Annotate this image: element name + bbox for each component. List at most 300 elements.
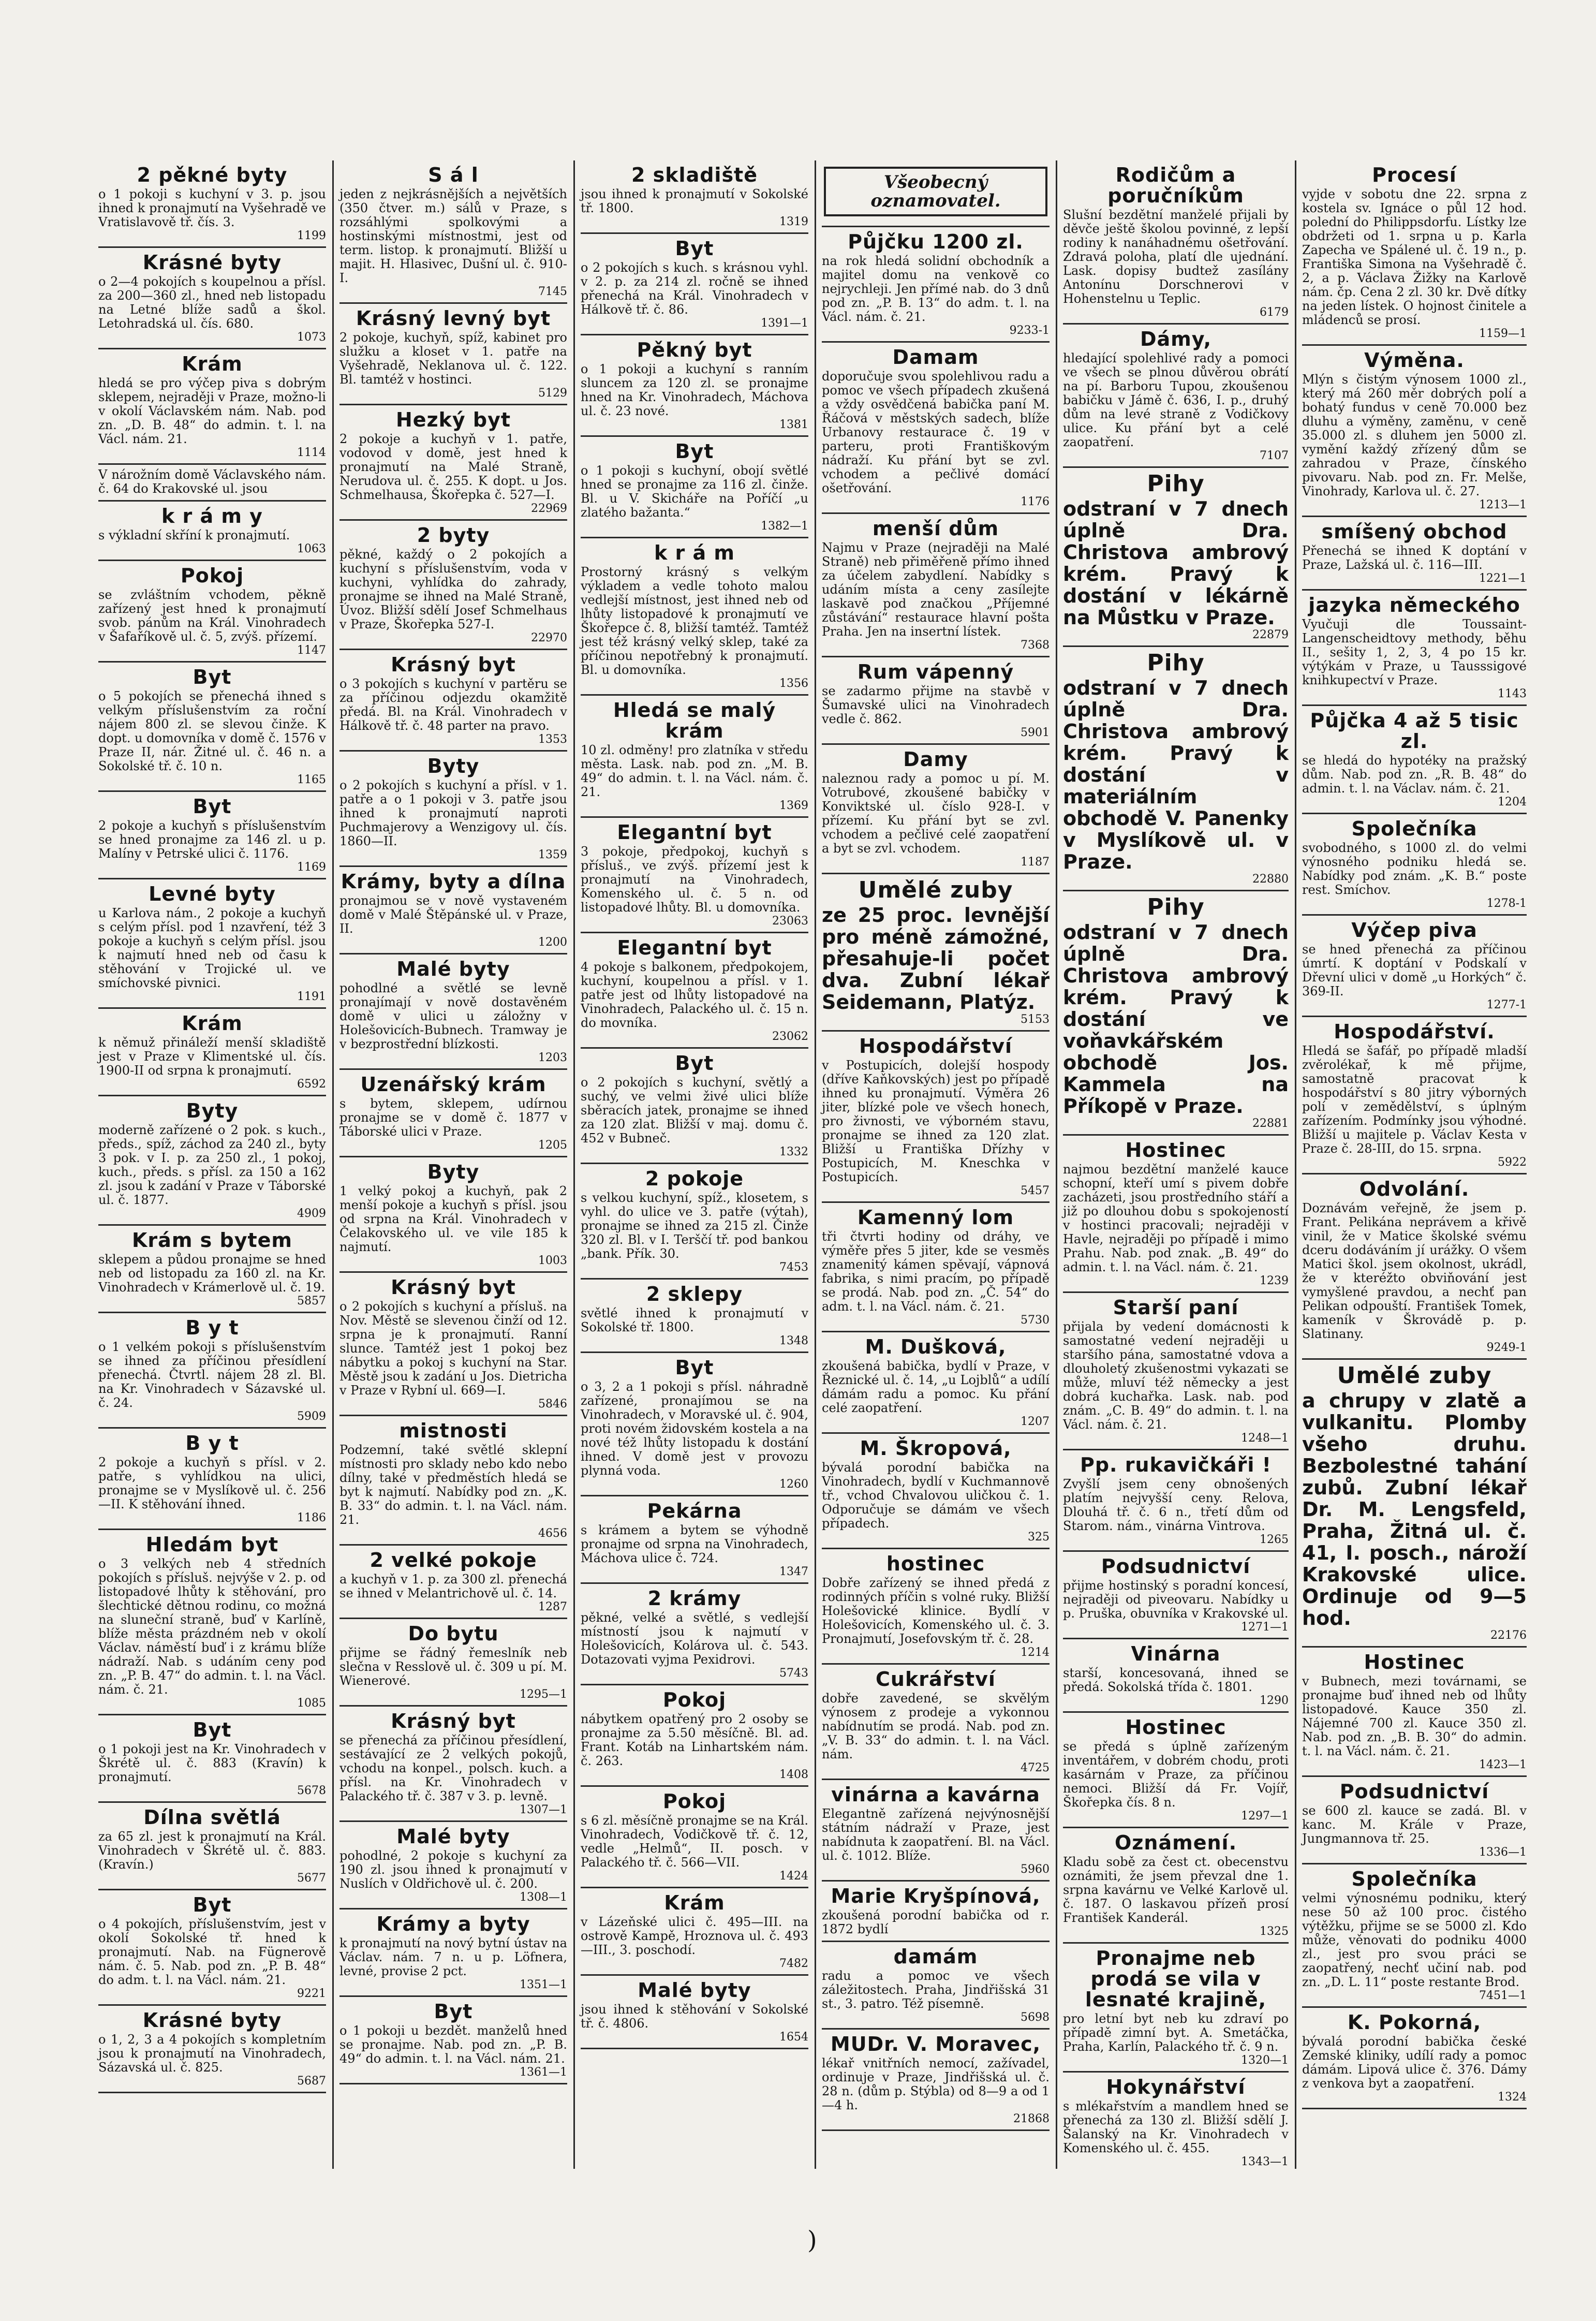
ad-heading: Hospodářství.	[1334, 1020, 1495, 1043]
classified-ad	[98, 663, 326, 792]
ad-reference-number: 7107	[1260, 449, 1289, 462]
ad-heading: Společníka	[1351, 817, 1477, 840]
ad-heading: 2 skladiště	[631, 164, 758, 186]
classified-ad	[98, 1429, 326, 1530]
classified-ad	[98, 248, 326, 349]
ad-body: Hledá se šafář, po případě mladší zvěrolékař, k mě přijme, samostatně pracovat k hospodářství s 80 jitry výborných polí v zemědělství, s úplným zařízením. Podmínky jsou výhodné. Bližší u majitele p. Václav Kesta v Praze č. 28-III, do 15. srpna.	[1302, 1044, 1527, 1156]
ad-body: pro letní byt neb ku zdraví po případě zimní byt. A. Smetáčka, Praha, Karlín, Palackého tř. č. 9 n.	[1063, 2011, 1289, 2054]
classified-ad	[581, 1976, 808, 2049]
ad-reference-number: 21868	[1013, 2112, 1050, 2125]
ad-body: velmi výnosnému podniku, který nese 50 až 100 proc. čistého výtěžku, přijme se se 5000 zl. Kdo může, věnovati do podniku 4000 zl., jest pro svou práci se zaopatřený, nechť učiní nab. pod zn. „D. L. 11“ poste restante Brod.	[1302, 1891, 1527, 1989]
ad-heading: Pihy	[1147, 650, 1205, 676]
ad-heading: Kamenný lom	[857, 1206, 1014, 1229]
ad-body: pohodlné, 2 pokoje s kuchyní za 190 zl. jsou ihned k pronajmutí v Nuslích v Oldřichově ul. č. 200.	[339, 1848, 567, 1891]
classified-ad	[1063, 1944, 1289, 2073]
ad-reference-number: 4725	[1021, 1761, 1050, 1774]
ad-body: o 2 pokojích s kuchyní a přísl. v 1. patře a o 1 pokoji v 3. patře jsou ihned k pronajmutí naproti Puchmajerovy a Wenzigovy ul. čís. 1860—II.	[339, 778, 567, 848]
ad-heading: Pokoj	[662, 1688, 727, 1711]
ad-body: o 3 velkých neb 4 středních pokojích s přísluš. nejvýše v 2. p. od listopadové lhůty k stěhování, pro šlechtické dětnou rodinu, co možná na sluneční straně, buď v Karlíně, blíže města prázdném neb v okolí Václav. náměstí buď i z krámu blíže nádraží. Nab. s udáním ceny pod zn. „P. B. 47“ do admin. t. l. na Václ. nám. č. 21.	[98, 1556, 326, 1697]
ad-heading: Rodičům a poručníkům	[1107, 164, 1244, 207]
classified-ad	[581, 1787, 808, 1888]
ad-body-display: odstraní v 7 dnech úplně Dra. Christova ambrový krém. Pravý k dostání v lékárně na Můstku v Praze.	[1063, 497, 1289, 629]
ad-heading: Rum vápenný	[857, 660, 1014, 683]
classified-ad	[822, 1942, 1050, 2030]
ad-reference-number: 1381	[779, 418, 808, 431]
ad-reference-number: 5960	[1021, 1863, 1050, 1876]
ad-body: naleznou rady a pomoc u pí. M. Votrubové, zkoušené babičky v Konviktské ul. číslo 928-I. v přízemí. Ku přání byt se zvl. vchodem a pečlivé celé zaopatření a byt se zvl. vchodem.	[822, 771, 1050, 856]
column-divider	[815, 160, 816, 2169]
ad-heading: Hostinec	[1125, 1139, 1226, 1162]
ad-heading: 2 krámy	[647, 1587, 742, 1610]
classified-ad	[822, 745, 1050, 874]
ad-body: k němuž přináleží menší skladiště jest v Praze v Klimentské ul. čís. 1900-II od srpna k pronajmutí.	[98, 1035, 326, 1078]
classified-ad	[581, 437, 808, 538]
ad-body: zkoušená porodní babička od r. 1872 bydlí	[822, 1908, 1050, 1936]
ad-body: Vyučuji dle Toussaint-Langenscheidtovy methody, běhu II., sešity 1, 2, 3, 4 po 15 kr. výtýkám v Praze, u Tausssigové knihkupectví v Praze.	[1302, 617, 1527, 687]
ad-reference-number: 1191	[297, 990, 326, 1003]
classified-ad	[1063, 1552, 1289, 1639]
ad-heading: vinárna a kavárna	[831, 1783, 1040, 1806]
ad-body: 2 pokoje a kuchyň v 1. patře, vodovod v domě, jest hned k pronajmutí na Malé Straně, Nerudova ul. č. 255. K dopt. u Jos. Schmelhausa, Škořepka č. 527—I.	[339, 432, 567, 502]
ad-heading: jazyka německého	[1308, 594, 1520, 616]
ad-heading: Byt	[434, 2000, 473, 2023]
ad-reference-number: 1200	[538, 936, 567, 949]
ad-heading: smíšený obchod	[1321, 520, 1508, 543]
ad-reference-number: 1073	[297, 331, 326, 344]
classified-ad	[339, 1070, 567, 1157]
ad-heading: Byt	[193, 795, 232, 818]
ad-body: jsou ihned k stěhování v Sokolské tř. č. 4806.	[581, 2002, 808, 2031]
classified-ad	[1063, 2073, 1289, 2169]
ad-heading: Krásné byty	[142, 251, 282, 274]
ad-body: o 2 pokojích s kuchyní a přísluš. na Nov. Městě se slevenou činží od 12. srpna je k pronajmutí. Ranní slunce. Tamtéž jest 1 pokoj bez nábytku a pokoj s kuchyní na Star. Městě jsou k zadání u Jos. Dietricha v Praze v Rybní ul. 669—I.	[339, 1299, 567, 1398]
ad-reference-number: 5901	[1021, 726, 1050, 739]
ad-heading: Do bytu	[408, 1622, 499, 1645]
ad-reference-number: 7368	[1021, 639, 1050, 652]
classified-ad	[822, 1203, 1050, 1332]
ad-heading: Hostinec	[1125, 1716, 1226, 1739]
classified-ad	[822, 227, 1050, 343]
classified-ad	[581, 933, 808, 1049]
ad-reference-number: 1213—1	[1479, 498, 1527, 511]
ad-heading: Hokynářství	[1106, 2076, 1246, 2098]
ad-reference-number: 5153	[1021, 1013, 1050, 1026]
ad-heading: Krám	[182, 1012, 243, 1035]
classified-ad	[1302, 1017, 1527, 1174]
ad-body: pronajmou se v nově vystaveném domě v Malé Štěpánské ul. v Praze, II.	[339, 893, 567, 936]
classified-ad	[98, 792, 326, 879]
classified-ad	[822, 1665, 1050, 1780]
classified-ad	[1302, 1174, 1527, 1360]
ad-reference-number: 1332	[779, 1145, 808, 1158]
ad-heading: Hezký byt	[395, 408, 511, 431]
ad-reference-number: 22881	[1252, 1117, 1289, 1130]
classified-ad	[1063, 1450, 1289, 1552]
ad-heading: Pronajme neb prodá se vila v lesnaté krajině,	[1085, 1947, 1267, 2011]
ad-reference-number: 6592	[297, 1078, 326, 1091]
classified-ad	[1063, 1828, 1289, 1944]
ad-body: Elegantně zařízená nejvýnosnější státním nádraží v Praze, jest nabídnuta k zaopatření. Bl. na Václ. ul. č. 1012. Blíže.	[822, 1806, 1050, 1863]
ad-body: se hledá do hypotéky na pražský dům. Nab. pod zn. „R. B. 48“ do admin. t. l. na Václav. nám. č. 21.	[1302, 753, 1527, 796]
ad-heading: Hledám byt	[145, 1533, 279, 1556]
ad-reference-number: 1391—1	[761, 317, 808, 330]
ad-reference-number: 23062	[772, 1030, 808, 1043]
ad-heading: Krám	[664, 1891, 725, 1914]
ad-heading: Procesí	[1372, 164, 1457, 186]
ad-reference-number: 7145	[538, 285, 567, 298]
ad-body: o 3, 2 a 1 pokoji s přísl. náhradně zařízené, pronajímou se na Vinohradech, v Moravské ul. č. 904, proti novém židovském kostela a na nové též lhůty listopadu k dostání ihned. V domě jest v provozu plynná voda.	[581, 1379, 808, 1478]
ad-reference-number: 1307—1	[520, 1803, 567, 1816]
ad-body: 2 pokoje a kuchyň s příslušenstvím se hned pronajme za 146 zl. u p. Malíny v Petrské ulici č. 1176.	[98, 818, 326, 861]
ad-reference-number: 1408	[779, 1768, 808, 1781]
section-masthead: Všeobecný oznamovatel.	[824, 167, 1047, 216]
ad-heading: Krásný byt	[391, 653, 516, 676]
ad-heading: Podsudnictví	[1339, 1780, 1489, 1803]
classified-ad	[581, 1584, 808, 1685]
classified-ad	[339, 1157, 567, 1273]
classified-ad	[339, 954, 567, 1070]
classified-ad	[581, 1164, 808, 1280]
ad-heading: k r á m	[654, 541, 735, 564]
ad-heading: Malé byty	[396, 1825, 510, 1848]
ad-reference-number: 4656	[538, 1527, 567, 1540]
classified-ad	[581, 1049, 808, 1164]
ad-heading: Starší paní	[1113, 1296, 1239, 1319]
classified-ad	[1063, 1136, 1289, 1293]
column-2	[334, 160, 572, 2169]
ad-reference-number: 1356	[779, 677, 808, 690]
page-mark: )	[807, 2226, 817, 2255]
ad-body: Kladu sobě za čest ct. obecenstvu oznámiti, že jsem převzal dne 1. srpna kavárnu ve Velké Karlově ul. č. 187. O laskavou přízeň prosí František Kanderál.	[1063, 1855, 1289, 1925]
classified-ad	[1302, 1864, 1527, 2008]
ad-reference-number: 5730	[1021, 1314, 1050, 1327]
classified-ad	[581, 818, 808, 933]
classified-ad	[822, 874, 1050, 1032]
ad-reference-number: 1265	[1260, 1533, 1289, 1546]
ad-body: přijme se řádný řemeslník neb slečna v Resslově ul. č. 309 u pí. M. Wienerové.	[339, 1646, 567, 1688]
ad-reference-number: 1207	[1021, 1415, 1050, 1428]
ad-heading: hostinec	[886, 1552, 985, 1575]
ad-reference-number: 1287	[538, 1600, 567, 1613]
ad-reference-number: 1348	[779, 1334, 808, 1347]
classified-ad	[581, 335, 808, 437]
classified-ad	[339, 1909, 567, 1997]
column-divider	[1295, 160, 1296, 2169]
ad-heading: Půjčku 1200 zl.	[848, 230, 1024, 253]
ad-reference-number: 1147	[297, 644, 326, 657]
ad-reference-number: 1336—1	[1479, 1846, 1527, 1859]
ad-heading: Podsudnictví	[1101, 1555, 1251, 1578]
ad-reference-number: 1424	[779, 1870, 808, 1883]
ad-body: 1 velký pokoj a kuchyň, pak 2 menší pokoje a kuchyň s přísl. jsou od srpna na Král. Vinohradech v Čelakovského ul. ve vile 185 k najmutí.	[339, 1184, 567, 1254]
ad-reference-number: 1343—1	[1241, 2155, 1289, 2168]
ad-heading: Byt	[193, 666, 232, 688]
classified-ad	[1063, 1639, 1289, 1713]
ad-body: sklepem a půdou pronajme se hned neb od listopadu za 160 zl. na Kr. Vinohradech v Krámerlově ul. č. 19.	[98, 1252, 326, 1295]
classified-ad	[98, 1530, 326, 1715]
classified-ad	[581, 1888, 808, 1976]
ad-body: Najmu v Praze (nejraději na Malé Straně) neb přiměřeně přímo ihned za účelem zabydlení. Nabídky s udáním místa a ceny zasílejte laskavě pod značkou „Příjemné zůstávání“ restaurace hlavní pošta Praha. Jen na insertní lístek.	[822, 540, 1050, 639]
classified-ad	[339, 521, 567, 650]
ad-heading: Pp. rukavičkáři !	[1080, 1453, 1272, 1476]
ad-heading: Hledá se malý krám	[613, 699, 776, 742]
ad-reference-number: 1205	[538, 1139, 567, 1152]
ad-heading: Dámy,	[1140, 328, 1212, 350]
ad-reference-number: 1248—1	[1241, 1432, 1289, 1445]
ad-reference-number: 1204	[1498, 796, 1527, 809]
ad-body: o 1 pokoji u bezdět. manželů hned se pronajme. Nab. pod zn. „P. B. 49“ do admin. t. l. na Václ. nám. 21.	[339, 2023, 567, 2066]
ad-reference-number: 1003	[538, 1254, 567, 1267]
classified-ad	[98, 561, 326, 663]
ad-reference-number: 4909	[297, 1207, 326, 1220]
ad-body: o 5 pokojích se přenechá ihned s velkým příslušenstvím za roční nájem 800 zl. se slevou činže. K dopt. u domovníka v domě č. 1576 v Praze II, nár. Žitné ul. č. 46 n. a Sokolské tř. č. 10 n.	[98, 689, 326, 773]
classified-ad	[98, 2006, 326, 2093]
ad-heading: S á l	[428, 164, 479, 186]
classified-ad	[1302, 517, 1527, 591]
ad-body: se předá s úplně zařízeným inventářem, v dobrém chodu, proti kasárnám v Praze, za příčinou nemoci. Bližší dá Fr. Vojíř, Škořepka čís. 8 n.	[1063, 1739, 1289, 1810]
classified-ad	[1302, 2008, 1527, 2109]
classified-ad	[581, 1685, 808, 1787]
ad-body: pěkné, každý o 2 pokojích a kuchyní s příslušenstvím, voda v kuchyni, vyhlídka do zahrady, pronajme se ihned na Malé Straně, Úvoz. Bližší sdělí Josef Schmelhaus v Praze, Škořepka 527-I.	[339, 547, 567, 631]
classified-ad	[1302, 1648, 1527, 1777]
ad-heading: Krásný byt	[391, 1276, 516, 1299]
classified-ad	[581, 696, 808, 818]
classified-ad	[339, 160, 567, 304]
ad-reference-number: 22879	[1252, 628, 1289, 641]
ad-body: Doznávám veřejně, že jsem p. Frant. Pelikána neprávem a křivě vinil, že v Matice školské svému dceru dodáváním jí urážky. O všem Matici škol. jsem okolnost, ukrádl, že v kteréžto obviňování jest vymyšlené pravdou, a nechť pan Pelikan odpouští. František Tomek, kameník v Škrovádě p. p. Slatinany.	[1302, 1201, 1527, 1341]
ad-reference-number: 6179	[1260, 306, 1289, 319]
ad-heading: M. Dušková,	[865, 1335, 1007, 1358]
ad-reference-number: 1297—1	[1241, 1810, 1289, 1823]
ad-body: zkoušená babička, bydlí v Praze, v Řeznické ul. č. 14, „u Lojblů“ a udílí dámám radu a pomoc. Ku přání celé zaopatření.	[822, 1359, 1050, 1415]
ad-reference-number: 1278-1	[1486, 897, 1527, 910]
classified-ad	[98, 1096, 326, 1226]
classified-ad	[822, 514, 1050, 657]
ad-reference-number: 1176	[1021, 495, 1050, 508]
classified-ad	[1302, 591, 1527, 706]
ad-reference-number: 1214	[1021, 1646, 1050, 1659]
ad-reference-number: 22969	[531, 502, 567, 515]
ad-heading: damám	[893, 1945, 978, 1968]
ad-body: se přenechá za příčinou přesídlení, sestávající ze 2 velkých pokojů, vchodu na konpel., polsch. kuch. a přísl. na Kr. Vinohradech v Palackého tř. č. 387 v 3. p. levně.	[339, 1733, 567, 1803]
ad-reference-number: 1260	[779, 1478, 808, 1491]
ad-reference-number: 5857	[297, 1295, 326, 1308]
classified-ad	[339, 1546, 567, 1619]
ad-body: svobodného, s 1000 zl. do velmi výnosného podniku hledá se. Nabídky pod znám. „K. B.“ poste rest. Smíchov.	[1302, 841, 1527, 897]
ad-heading: Krásný levný byt	[356, 307, 551, 330]
ad-reference-number: 5846	[538, 1398, 567, 1411]
classified-ad	[339, 1619, 567, 1707]
classified-ad	[98, 879, 326, 1009]
ad-heading: Damy	[903, 748, 968, 771]
ad-reference-number: 1063	[297, 542, 326, 555]
ad-body: o 4 pokojích, příslušenstvím, jest v okolí Sokolské tř. hned k pronajmutí. Nab. na Fügnerově nám. č. 5. Nab. pod zn. „P. B. 48“ do adm. t. l. na Václ. nám. 21.	[98, 1917, 326, 1987]
ad-reference-number: 1359	[538, 848, 567, 861]
classified-ad	[1063, 325, 1289, 468]
ad-body: nábytkem opatřený pro 2 osoby se pronajme za 5.50 měsíčně. Bl. ad. Frant. Kotáb na Linhartském nám. č. 263.	[581, 1712, 808, 1768]
classified-ad	[1063, 468, 1289, 647]
classified-ad	[98, 1890, 326, 2006]
ad-body: a kuchyň v 1. p. za 300 zl. přenechá se ihned v Melantrichově ul. č. 14.	[339, 1572, 567, 1600]
ad-reference-number: 22176	[1490, 1629, 1527, 1642]
ad-body: o 1 velkém pokoji s příslušenstvím se ihned za příčinou přesídlení přenechá. Čtvrtl. nájem 28 zl. Bl. na Kr. Vinohradech v Sázavské ul. č. 24.	[98, 1340, 326, 1410]
ad-body: o 1 pokoji jest na Kr. Vinohradech v Škrétě ul. č. 883 (Kravín) k pronajmutí.	[98, 1742, 326, 1784]
ad-reference-number: 1271—1	[1241, 1621, 1289, 1634]
ad-body: na rok hledá solidní obchodník a majitel domu na venkově co nejrychleji. Jen přímé nab. do 3 dnů pod zn. „P. B. 13“ do adm. t. l. na Václ. nám. č. 21.	[822, 254, 1050, 324]
classified-ad	[339, 1273, 567, 1416]
ad-reference-number: 22880	[1252, 873, 1289, 886]
ad-heading: menší dům	[872, 517, 999, 540]
classified-ad	[98, 465, 326, 502]
ad-reference-number: 1221—1	[1479, 572, 1527, 585]
ad-reference-number: 5922	[1498, 1156, 1527, 1169]
ad-body: světlé ihned k pronajmutí v Sokolské tř. 1800.	[581, 1306, 808, 1334]
classified-ad	[98, 1226, 326, 1313]
ad-body: se hned přenechá za příčinou úmrtí. K doptání v Podskalí v Dřevní ulici v domě „u Horkých“ č. 369-II.	[1302, 942, 1527, 998]
ad-heading: Uzenářský krám	[360, 1073, 546, 1096]
classified-ad	[98, 1009, 326, 1096]
ad-reference-number: 5678	[297, 1784, 326, 1797]
ad-heading: Krámy, byty a dílna	[341, 870, 566, 893]
ad-reference-number: 1290	[1260, 1694, 1289, 1707]
classified-ad	[98, 349, 326, 465]
ad-body: Zvyšlí jsem ceny obnošených platím nejvyšší ceny. Relova, Dlouhá tř. č. 6 n., třetí dům od Starom. nám., vinárna Vintrova.	[1063, 1477, 1289, 1533]
ad-reference-number: 1143	[1498, 687, 1527, 700]
ad-reference-number: 7482	[779, 1957, 808, 1970]
ad-heading: 2 pokoje	[645, 1167, 744, 1190]
ad-heading: 2 byty	[417, 524, 490, 547]
ad-reference-number: 1423—1	[1479, 1758, 1527, 1771]
ad-body: o 1 pokoji s kuchyní, obojí světlé hned se pronajme za 116 zl. činže. Bl. u V. Skicháře na Poříčí „u zlatého bažanta.“	[581, 463, 808, 520]
ad-reference-number: 1382—1	[761, 520, 808, 533]
classified-ad	[1302, 916, 1527, 1017]
ad-reference-number: 5457	[1021, 1184, 1050, 1197]
column-5	[1058, 160, 1294, 2169]
ad-body: hledá se pro výčep piva s dobrým sklepem, nejraději v Praze, možno-li v okolí Václavském nám. Nab. pod zn. „D. B. 48“ do admin. t. l. na Václ. nám. 21.	[98, 376, 326, 446]
ad-reference-number: 1199	[297, 229, 326, 242]
ad-heading: Byt	[675, 1356, 714, 1379]
ad-heading: Pěkný byt	[637, 339, 752, 361]
ad-heading: Umělé zuby	[858, 877, 1013, 903]
classified-ad	[581, 234, 808, 335]
ad-reference-number: 1203	[538, 1051, 567, 1064]
ad-body: s krámem a bytem se výhodně pronajme od srpna na Vinohradech, Máchova ulice č. 724.	[581, 1523, 808, 1565]
ad-body-display: ze 25 proc. levnější pro méně zámožné, přesahuje-li počet dva. Zubní lékař Seidemann, Platýz.	[822, 904, 1050, 1013]
classified-ad	[1063, 647, 1289, 891]
classified-ad	[822, 1332, 1050, 1434]
ad-reference-number: 7451—1	[1479, 1989, 1527, 2002]
ad-reference-number: 5677	[297, 1872, 326, 1885]
ad-heading: Hospodářství	[859, 1035, 1012, 1057]
ad-body-display: a chrupy v zlatě a vulkanitu. Plomby všeho druhu. Bezbolestné tahání zubů. Zubní lékař Dr. M. Lengsfeld, Praha, Žitná ul. č. 41, I. posch., nároží Krakovské ulice. Ordinuje od 9—5 hod.	[1302, 1389, 1527, 1629]
ad-body: o 1 pokoji a kuchyní s ranním sluncem za 120 zl. se pronajme hned na Kr. Vinohradech, Máchova ul. č. 23 nové.	[581, 362, 808, 418]
ad-heading: Krám	[182, 352, 243, 375]
ad-heading: Elegantní byt	[617, 936, 772, 959]
classified-ad	[339, 405, 567, 521]
ad-reference-number: 1159—1	[1479, 327, 1527, 340]
ad-body: s bytem, sklepem, udírnou pronajme se v domě č. 1877 v Táborské ulici v Praze.	[339, 1096, 567, 1139]
ad-heading: mistnosti	[399, 1419, 508, 1442]
ad-reference-number: 1325	[1260, 1925, 1289, 1938]
ad-heading: Byty	[427, 755, 480, 777]
ad-body: 3 pokoje, předpokoj, kuchyň s přísluš., ve zvýš. přízemí jest k pronajmutí na Vinohradech, Komenského ul. č. 5 n. od listopadové lhůty. Bl. u domovníka.	[581, 844, 808, 915]
ad-body: najmou bezdětní manželé kauce schopní, kteří umí s pivem dobře zacházeti, jsou prostředního stáří a již po dlouhou dobu s spokojeností v hostinci pracovali; nejraději v Havle, nejraději po případě i mimo Prahu. Nab. pod znak. „B. 49“ do admin. t. l. na Václ. nám. č. 21.	[1063, 1162, 1289, 1274]
ad-heading: Elegantní byt	[617, 821, 772, 844]
classified-ad	[98, 1803, 326, 1890]
classified-ad	[1302, 346, 1527, 517]
classified-ad	[581, 1496, 808, 1584]
ad-heading: Byt	[675, 237, 714, 260]
ad-body: Mlýn s čistým výnosem 1000 zl., který má 260 měr dobrých polí a bohatý fundus v ceně 70.000 bez dluhu a výměny, zaměnu, v ceně 35.000 zl. s dluhem jen 5000 zl. vymění každý zřízený dům se zahradou v Praze, čínského pivovaru. Nab. pod zn. Fr. Melše, Vinohrady, Karlova ul. č. 27.	[1302, 372, 1527, 498]
ad-reference-number: 1239	[1260, 1274, 1289, 1287]
column-divider	[573, 160, 575, 2169]
ad-reference-number: 1369	[779, 799, 808, 812]
ad-body: Dobře zařízený se ihned předá z rodinných příčin s volné ruky. Bližší Holešovické klinice. Bydlí v Holešovicích, Komenského ul. č. 3. Pronajmutí, Josefovským tř. č. 28.	[822, 1576, 1050, 1646]
ad-reference-number: 1351—1	[520, 1978, 567, 1991]
ad-reference-number: 1186	[297, 1511, 326, 1524]
ad-heading: K. Pokorná,	[1347, 2011, 1482, 2034]
ad-reference-number: 7453	[779, 1261, 808, 1274]
ad-body: s výkladní skříní k pronajmutí.	[98, 528, 290, 542]
ad-heading: Dílna světlá	[143, 1806, 281, 1829]
ad-reference-number: 1308—1	[520, 1891, 567, 1904]
classified-ad	[1063, 1293, 1289, 1450]
ad-body: přijme hostinský s poradní koncesí, nejraději od piveovaru. Nabídky u p. Pruška, obuvníka v Krakovské ul.	[1063, 1578, 1289, 1621]
ad-reference-number: 5909	[297, 1410, 326, 1423]
ad-body: o 1 pokoji s kuchyní v 3. p. jsou ihned k pronajmutí na Vyšehradě ve Vratislavově tř. čís. 3.	[98, 187, 326, 229]
ad-heading: Marie Kryšpínová,	[831, 1885, 1041, 1907]
ad-body: dobře zavedené, se skvělým výnosem z prodeje a vykonnou nabídnutím se prodá. Nab. pod zn. „V. B. 33“ do admin. t. l. na Václ. nám.	[822, 1691, 1050, 1761]
ad-reference-number: 1654	[779, 2031, 808, 2044]
classified-ad	[98, 502, 326, 561]
classified-ad	[98, 1715, 326, 1803]
ad-body: V nárožním domě Václavského nám. č. 64 do Krakovské ul. jsou	[98, 467, 326, 496]
ad-reference-number: 1165	[297, 773, 326, 786]
ad-body: o 2 pokojích s kuchyní, světlý a suchý, ve velmi živé ulici blíže sběracích jatek, pronajme se ihned za 120 zlat. Bližší v maj. domu č. 452 v Bubneč.	[581, 1075, 808, 1145]
ad-heading: Byt	[675, 1052, 714, 1075]
ad-heading: MUDr. V. Moravec,	[830, 2033, 1041, 2055]
column-3	[575, 160, 814, 2169]
classified-ad	[339, 304, 567, 405]
ad-heading: 2 velké pokoje	[370, 1549, 537, 1571]
ad-body: hledající spolehlivé rady a pomoci ve všech se plnou důvěrou obrátí na pí. Barboru Tupou, zkoušenou babičku v Jámě č. 636, I. p., druhý dům na levé straně z Vodičkovy ulice. Ku přání byt a celé zaopatření.	[1063, 351, 1289, 449]
ad-heading: Byt	[193, 1718, 232, 1741]
ad-heading: B y t	[185, 1316, 239, 1339]
classified-ad	[98, 160, 326, 248]
ad-body: v Postupicích, dolejší hospody (dříve Kaňkovských) jest po případě ihned ku pronajmutí. Výměra 26 jiter, blízké pole ve všech honech, pro živnosti, ve výborném stavu, pronajme se ihned za 120 zlat. Bližší u Františka Dřízhy v Postupicích, M. Kneschka v Postupicích.	[822, 1058, 1050, 1184]
ad-reference-number: 1324	[1498, 2091, 1527, 2104]
ad-heading: Oznámení.	[1115, 1831, 1237, 1854]
classified-ad	[581, 538, 808, 696]
column-4	[817, 160, 1055, 2169]
ad-body: Prostorný krásný s velkým výkladem a vedle tohoto malou vedlejší místnost, jest ihned neb od lhůty listopadové k pronajmutí ve Škořepce č. 8, bližší tamtéž. Tamtéž jest též krásný velký sklep, také za příčinou nepotřebný k pronajmutí. Bl. u domovníka.	[581, 565, 808, 677]
ad-body: v Lázeňské ulici č. 495—III. na ostrově Kampě, Hroznova ul. č. 493—III., 3. poschodí.	[581, 1915, 808, 1957]
ad-body: s 6 zl. měsíčně pronajme se na Král. Vinohradech, Vodičkově tř. č. 12, vedle „Helmů“, II. posch. v Palackého tř. č. 566—VII.	[581, 1813, 808, 1870]
ad-body: o 2 pokojích s kuch. s krásnou vyhl. v 2. p. za 214 zl. ročně se ihned přenechá na Král. Vinohradech v Hálkově tř. č. 86.	[581, 260, 808, 317]
ad-body: se zadarmo přijme na stavbě v Šumavské ulici na Vinohradech vedle č. 862.	[822, 684, 1050, 726]
classified-ad	[339, 1707, 567, 1822]
ad-reference-number: 9221	[297, 1987, 326, 2000]
classified-ad	[822, 1032, 1050, 1203]
ad-reference-number: 1347	[779, 1565, 808, 1578]
classified-ad	[822, 1882, 1050, 1942]
ad-body: Podzemní, také světlé sklepní místnosti pro sklady nebo kdo nebo dílny, také v předměstích hledá se byt k najmutí. Nabídky pod zn. „K. B. 33“ do admin. t. l. na Václ. nám. 21.	[339, 1443, 567, 1527]
ad-body: v Bubnech, mezi továrnami, se pronajme buď ihned neb od lhůty listopadové. Kauce 350 zl. Nájemné 700 zl. Kauce 350 zl. Nab. pod zn. „B. B. 30“ do admin. t. l. na Václ. nám. č. 21.	[1302, 1674, 1527, 1758]
ad-heading: Byty	[186, 1099, 239, 1122]
ad-body: o 3 pokojích s kuchyní v partěru se za příčinou odjezdu okamžitě předá. Bl. na Král. Vinohradech v Hálkově tř. č. 48 parter na pravo.	[339, 677, 567, 733]
ad-reference-number: 1114	[297, 446, 326, 459]
ad-reference-number: 5743	[779, 1667, 808, 1680]
